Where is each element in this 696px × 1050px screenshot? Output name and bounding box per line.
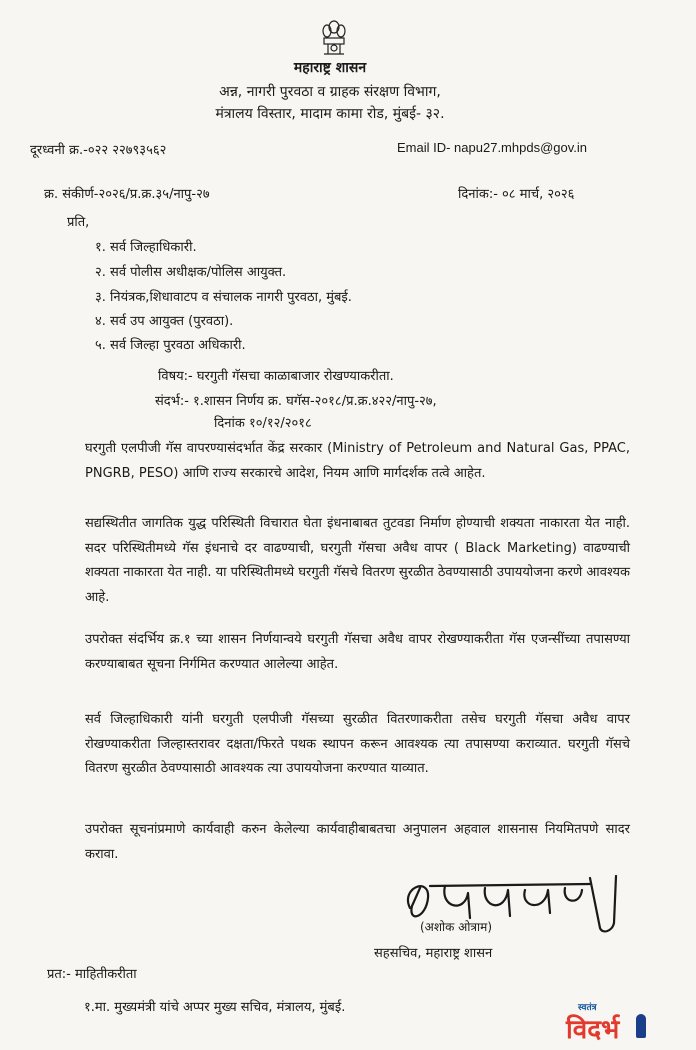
recipient-item: १. सर्व जिल्हाधिकारी. [95,240,197,255]
recipients-label: प्रति, [67,215,90,230]
reference-line: संदर्भ:- १.शासन निर्णय क्र. घगॅस-२०१८/प्र.क्र.४२२/नापु-२७, [155,394,437,409]
letterhead-address: मंत्रालय विस्तार, मादाम कामा रोड, मुंबई- ३२. [215,106,445,122]
body-paragraph: उपरोक्त संदर्भिय क्र.१ च्या शासन निर्णयान्वये घरगुती गॅसचा अवैध वापर रोखण्याकरीता गॅस एजन्सींच्या तपासण्या करण्याबाबत सूचना निर्गमित करण्यात आलेल्या आहेत. [85,632,630,672]
letter-date: दिनांक:- ०८ मार्च, २०२६ [458,187,575,202]
body-paragraph: सर्व जिल्हाधिकारी यांनी घरगुती एलपीजी गॅसच्या सुरळीत वितरणाकरीता तसेच घरगुती गॅसचा अवैध वापर रोखण्याकरीता जिल्हास्तरावर दक्षता/फिरते पथक स्थापन करून आवश्यक त्या तपासण्या कराव्यात. घरगुती गॅसचे वितरण सुरळीत ठेवण्यासाठी आवश्यक त्या उपाययोजना करण्यात याव्यात. [85,712,630,776]
subject-line: विषय:- घरगुती गॅसचा काळाबाजार रोखण्याकरीता. [158,369,394,384]
copy-label: प्रत:- माहितीकरीता [47,967,137,982]
recipient-item: ३. नियंत्रक,शिधावाटप व संचालक नागरी पुरवठा, मुंबई. [95,290,352,305]
watermark-logo [560,1000,660,1048]
signatory-designation: सहसचिव, महाराष्ट्र शासन [374,946,493,961]
phone-number: दूरध्वनी क्र.-०२२ २२७९३५६२ [30,143,167,158]
national-emblem-icon [319,18,349,58]
logo-top-text: स्वतंत्र [578,1003,597,1013]
recipient-item: ५. सर्व जिल्हा पुरवठा अधिकारी. [95,338,246,353]
body-paragraph: उपरोक्त सूचनांप्रमाणे कार्यवाही करुन केलेल्या कार्यवाहीबाबतचा अनुपालन अहवाल शासनास नियमितपणे सादर करावा. [85,822,630,862]
signatory-name: (अशोक ओत्राम) [420,920,493,934]
body-paragraph: सद्यस्थितीत जागतिक युद्ध परिस्थिती विचारात घेता इंधनाबाबत तुटवडा निर्माण होण्याची शक्यता नाकारता येत नाही. सदर परिस्थितीमध्ये गॅस इंधनाचे दर वाढण्याची, घरगुती गॅसचा अवैध वापर ( Black Marketing) वाढण्याची शक्यता नाकारता येत नाही. या परिस्थितीमध्ये घरगुती गॅसचे वितरण सुरळीत ठेवण्यासाठी उपाययोजना करणे आवश्यक आहे. [85,516,630,605]
body-paragraph: घरगुती एलपीजी गॅस वापरण्यासंदर्भात केंद्र सरकार (Ministry of Petroleum and Natural Gas, PPAC, PNGRB, PESO) आणि राज्य सरकारचे आदेश, नियम आणि मार्गदर्शक तत्वे आहेत. [85,441,630,481]
logo-main-text: विदर्भ [566,1015,620,1045]
microphone-icon [636,1014,646,1038]
email-address: Email ID- napu27.mhpds@gov.in [397,140,587,155]
letterhead-department: अन्न, नागरी पुरवठा व ग्राहक संरक्षण विभाग, [219,84,441,100]
copy-item: १.मा. मुख्यमंत्री यांचे अप्पर मुख्य सचिव, मंत्रालय, मुंबई. [84,1000,346,1015]
reference-date-line: दिनांक १०/१२/२०१८ [214,416,312,431]
recipient-item: ४. सर्व उप आयुक्त (पुरवठा). [95,314,234,329]
letterhead-title: महाराष्ट्र शासन [293,60,367,76]
reference-number: क्र. संकीर्ण-२०२६/प्र.क्र.३५/नापु-२७ [44,187,210,202]
recipient-item: २. सर्व पोलीस अधीक्षक/पोलिस आयुक्त. [95,265,287,280]
